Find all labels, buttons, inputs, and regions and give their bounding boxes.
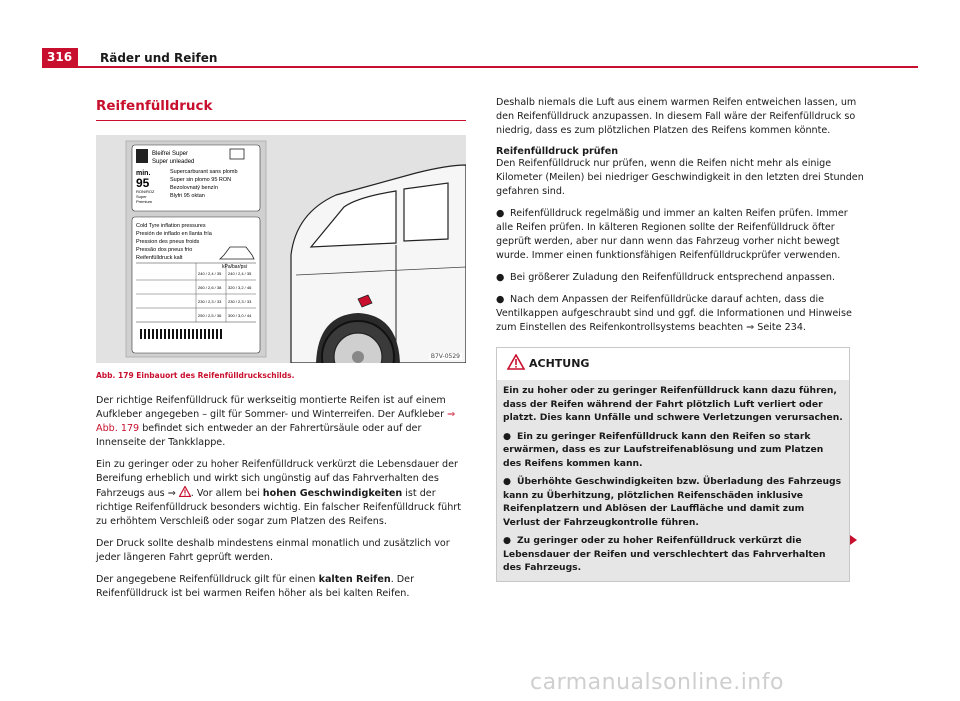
fuel-line-3: Supercarburant sans plomb [170, 169, 238, 175]
pressure-row-3-front: 230 / 2,3 / 33 [198, 299, 222, 304]
pressure-row-4-front: 250 / 2,5 / 36 [198, 313, 222, 318]
section-title: Reifenfülldruck [96, 98, 213, 114]
fuel-octane: 95 [136, 176, 150, 190]
fuel-line-2: Super unleaded [152, 159, 195, 165]
right-column [496, 96, 866, 582]
warning-body [497, 380, 849, 581]
continue-arrow-icon [850, 535, 857, 545]
barcode [140, 329, 224, 339]
pressure-line-4: Pressão dos pneus frio [136, 247, 193, 253]
pressure-row-2-rear: 320 / 3,2 / 46 [228, 285, 252, 290]
side-window [404, 183, 448, 241]
fuel-line-5: Bezolovnatý benzín [170, 185, 219, 191]
fuel-pump-icon [136, 149, 148, 163]
figure-tyre-pressure-label [96, 135, 466, 363]
fuel-min-label: min. [136, 170, 151, 177]
pressure-row-4-rear: 300 / 3,0 / 44 [228, 313, 252, 318]
pressure-line-5: Reifenfülldruck kalt [136, 255, 183, 261]
figure-illustration [96, 135, 466, 363]
paragraph-intro: Der richtige Reifenfülldruck für werkseitig montierte Reifen ist auf einem Aufkleber angegeben – gilt für Sommer- und Winterreifen. Der Aufkleber ⇒ Abb. 179 befindet sich entweder an der Fahrertürsäule oder auf der Innenseite der Tankklappe. [96, 395, 456, 448]
pressure-line-3: Pression des pneus froids [136, 239, 200, 245]
paragraph-check-frequency: Der Druck sollte deshalb mindestens einmal monatlich und zusätzlich vor jeder längeren Fahrt geprüft werden. [96, 538, 450, 563]
pressure-row-2-front: 260 / 2,6 / 38 [198, 285, 222, 290]
pressure-row-1-rear: 240 / 2,4 / 35 [228, 271, 252, 276]
pressure-unit: kPa/bar/psi [222, 264, 248, 270]
warning-triangle-icon[interactable] [179, 486, 191, 497]
paragraph-cold-tyre: Der angegebene Reifenfülldruck gilt für einen kalten Reifen. Der Reifenfülldruck ist bei warmen Reifen höher als bei kalten Reifen. [96, 574, 415, 599]
pressure-row-3-rear: 230 / 2,3 / 33 [228, 299, 252, 304]
warning-item: ● Überhöhte Geschwindigkeiten bzw. Überladung des Fahrzeugs kann zu Überhitzung, plötzlichen Reifenschäden inklusive Reifenplatzern und Ablösen der Lauffläche und damit zum Verlust der Fahrzeugkontrolle führen. [503, 476, 842, 528]
left-column [96, 96, 466, 601]
chapter-title: Räder und Reifen [100, 51, 218, 65]
fuel-small-1: RON/ROZ [136, 189, 155, 194]
paragraph-pressure-effects: Ein zu geringer oder zu hoher Reifenfülldruck verkürzt die Lebensdauer der Bereifung erheblich und wirkt sich ungünstig auf das Fahrverhalten des Fahrzeugs aus ⇒ . Vor allem bei hohen Geschwindigkeiten ist der richtige Reifenfülldruck besonders wichtig. Ein falscher Reifenfülldruck führt zu erhöhtem Verschleiß oder sogar zum Platzen des Reifens. [96, 459, 462, 527]
fuel-line-6: Blyfri 95 oktan [170, 193, 205, 199]
warning-box [496, 347, 850, 582]
figure-code: B7V-0529 [430, 353, 460, 360]
list-item: ● Bei größerer Zuladung den Reifenfülldruck entsprechend anpassen. [496, 272, 836, 283]
warning-triangle-icon [507, 354, 525, 370]
warning-title: ACHTUNG [529, 357, 590, 370]
list-item: ● Reifenfülldruck regelmäßig und immer an kalten Reifen prüfen. Immer alle Reifen prüfen. In kälteren Regionen sollte der Reifenfülldruck öfter geprüft werden, aber nur dann wenn das Fahrzeug vorher nicht bewegt wurde. Immer einen funktionsfähigen Reifenfülldruckprüfer verwenden. [496, 208, 848, 261]
figure-caption: Abb. 179 Einbauort des Reifenfülldruckschilds. [96, 371, 295, 380]
paragraph-warm-tyre: Deshalb niemals die Luft aus einem warmen Reifen entweichen lassen, um den Reifenfülldruck anzupassen. In diesem Fall wäre der Reifenfülldruck so niedrig, dass es zum plötzlichen Platzen des Reifens kommen könnte. [496, 97, 857, 136]
paragraph-check-condition: Den Reifenfülldruck nur prüfen, wenn die Reifen nicht mehr als einige Kilometer (Meilen) bei niedriger Geschwindigkeit in den letzten drei Stunden gefahren sind. [496, 158, 864, 197]
fuel-line-4: Super sin plomo 95 RON [170, 177, 232, 183]
fuel-small-3: Premium [136, 199, 153, 204]
list-item: ● Nach dem Anpassen der Reifenfülldrücke darauf achten, dass die Ventilkappen aufgeschraubt sind und ggf. die Informationen und Hinweise zum Einstellen des Reifenkontrollsystems beachten ⇒ Seite 234. [496, 294, 852, 333]
subsection-title: Reifenfülldruck prüfen [496, 146, 619, 157]
figure-reference-link[interactable]: ⇒ Abb. 179 [96, 409, 456, 434]
pressure-line-1: Cold Tyre inflation pressures [136, 223, 206, 229]
page-header [42, 48, 918, 66]
warning-intro: Ein zu hoher oder zu geringer Reifenfülldruck kann dazu führen, dass der Reifen während der Fahrt plötzlich Luft verliert oder platzt. Dies kann Unfälle und schwere Verletzungen verursachen. [503, 385, 843, 423]
pressure-row-1-front: 240 / 2,4 / 35 [198, 271, 222, 276]
page-number: 316 [42, 48, 78, 67]
section-divider [96, 120, 466, 121]
watermark: carmanualsonline.info [530, 670, 784, 695]
warning-header [497, 348, 849, 380]
header-divider [42, 66, 918, 68]
fuel-small-2: Super [136, 194, 147, 199]
pressure-line-2: Presión de inflado en llanta fría [136, 231, 212, 237]
fuel-line-1: Bleifrei Super [152, 151, 189, 157]
warning-item: ● Zu geringer oder zu hoher Reifenfülldruck verkürzt die Lebensdauer der Reifen und verschlechtert das Fahrverhalten des Fahrzeugs. [503, 535, 826, 573]
warning-item: ● Ein zu geringer Reifenfülldruck kann den Reifen so stark erwärmen, dass es zur Laufstreifenablösung und zum Platzen des Reifens kommen kann. [503, 430, 824, 469]
